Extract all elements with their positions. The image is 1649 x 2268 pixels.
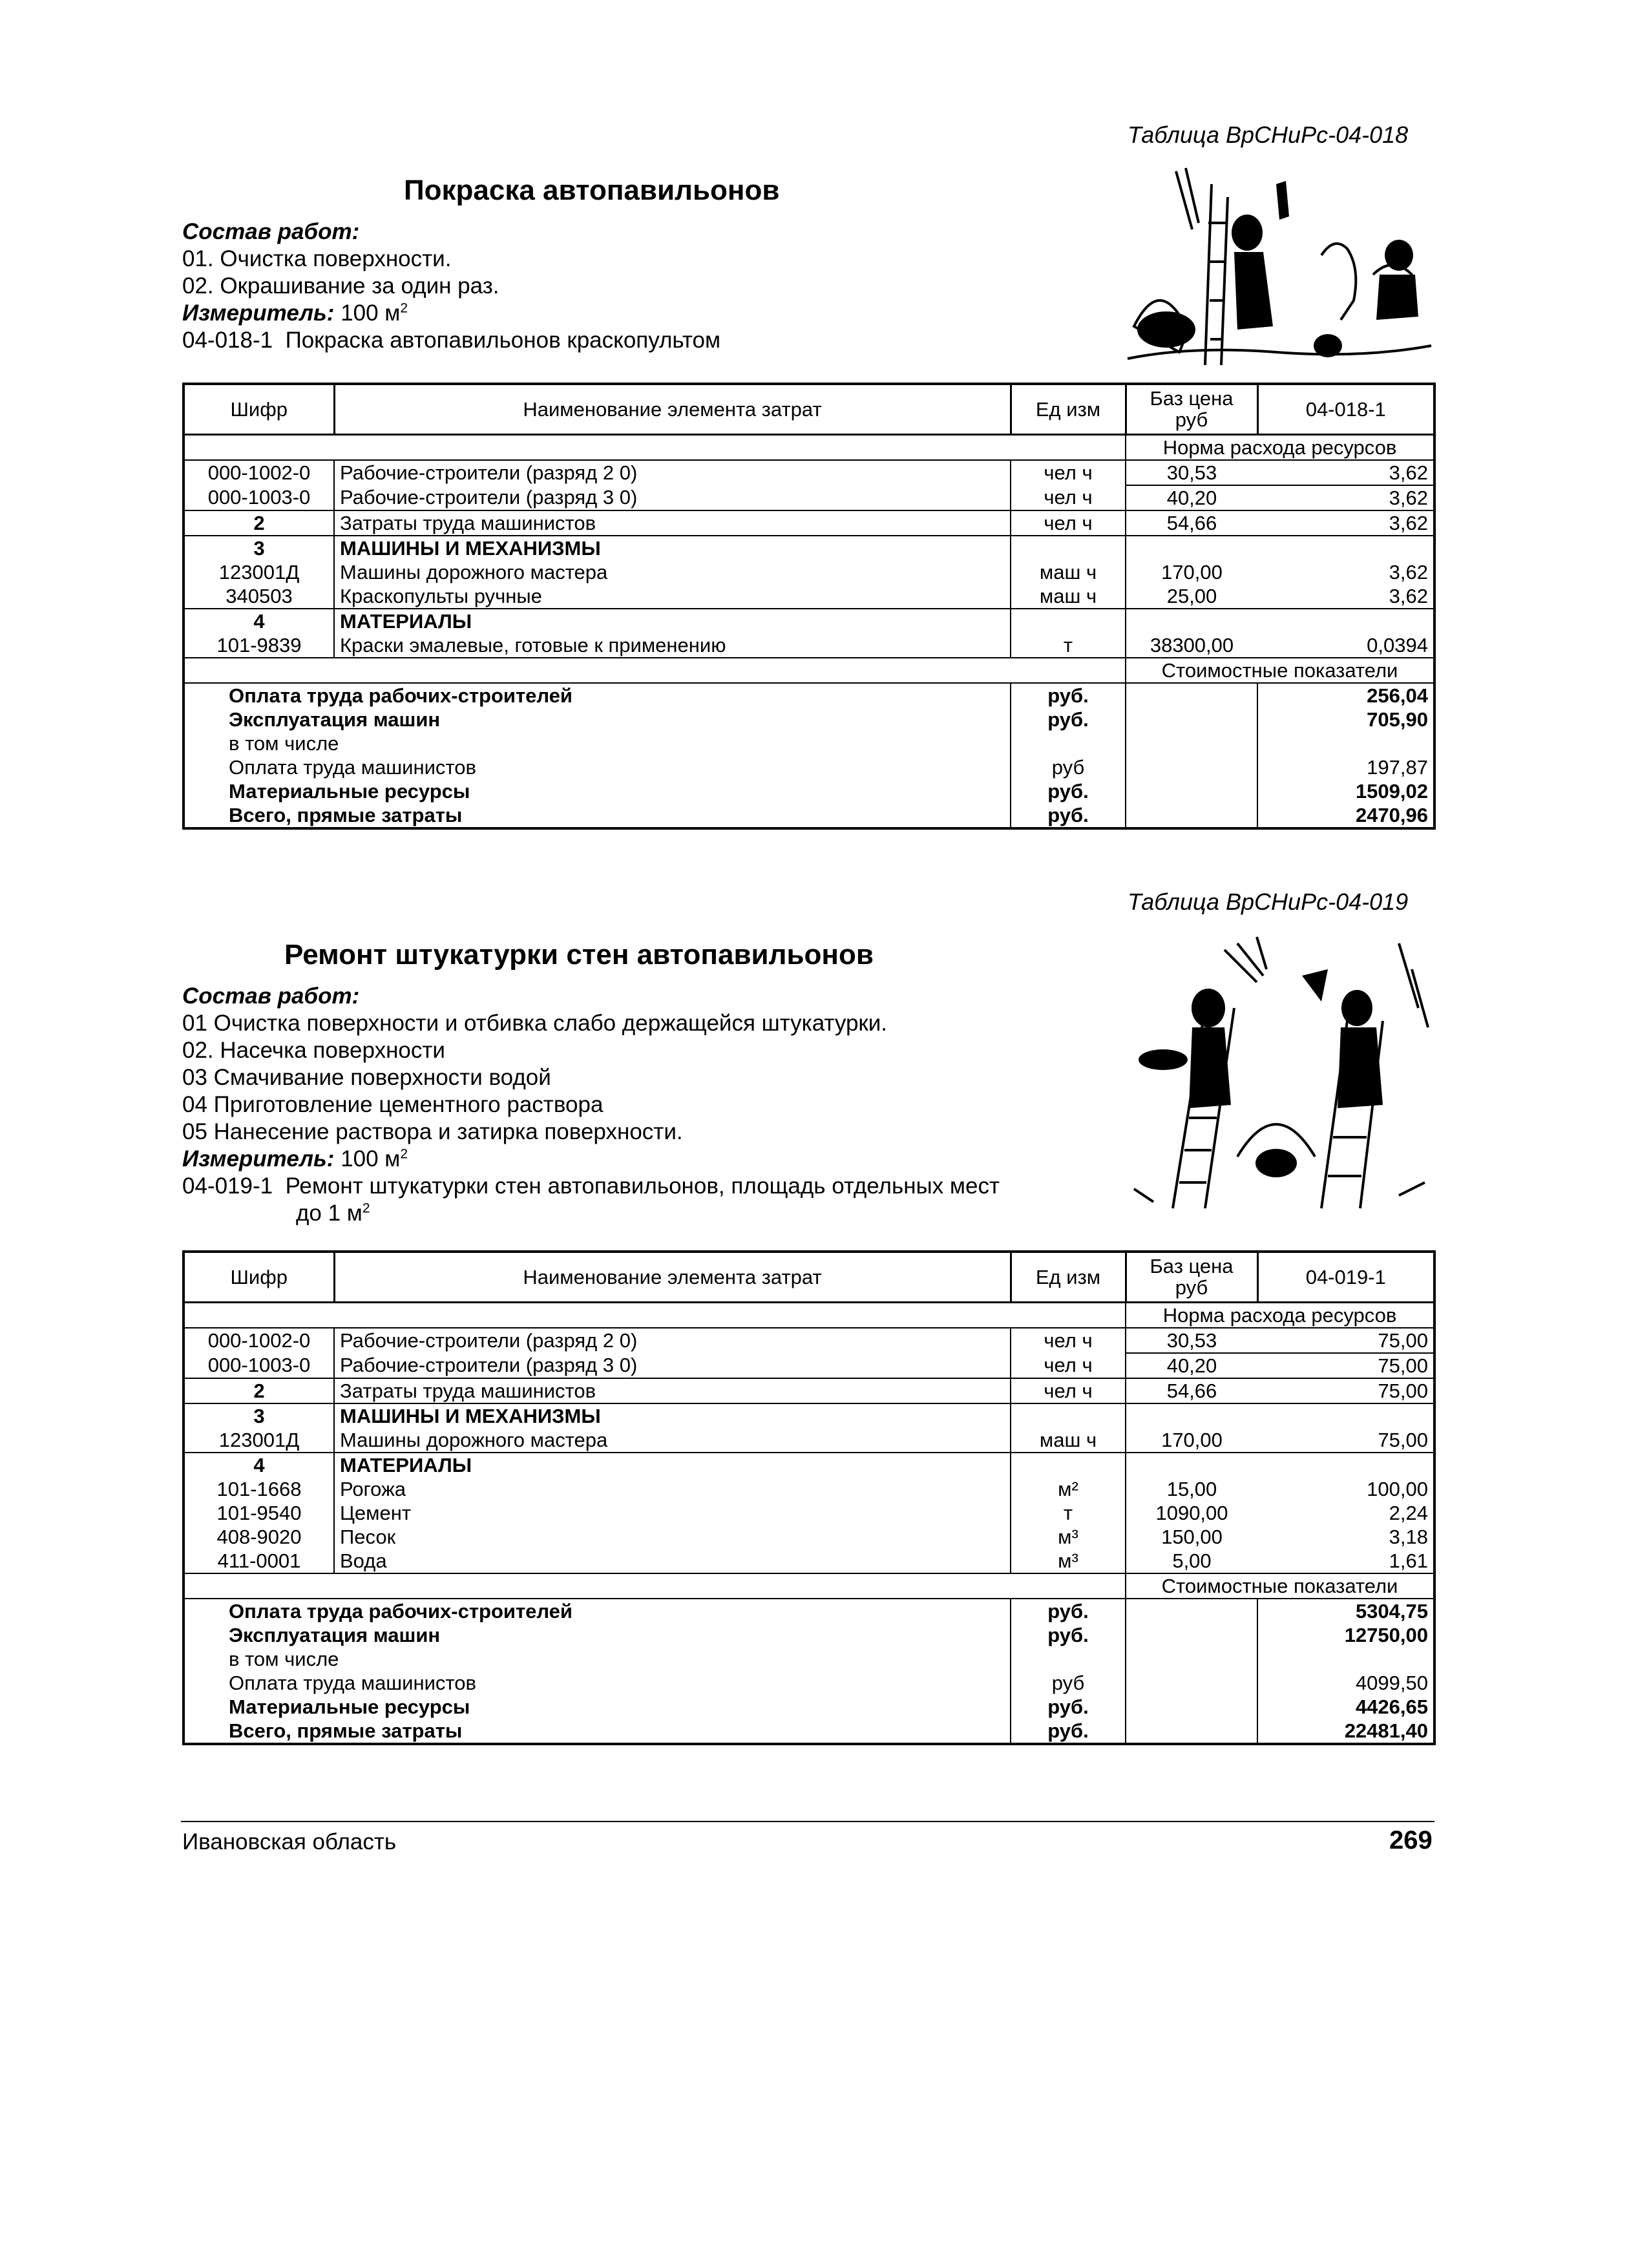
work-step: 03 Смачивание поверхности водой [182,1065,551,1090]
row-code: 340503 [184,584,334,609]
row-price: 170,00 [1126,1428,1257,1453]
work-step: 01 Очистка поверхности и отбивка слабо держащейся штукатурки. [182,1011,887,1036]
table-row [184,560,1434,584]
row-code: 411-0001 [217,1549,301,1572]
row-unit [1011,1403,1126,1428]
cost-unit: руб [1011,1671,1126,1695]
row-price [1126,609,1257,633]
header-unit: Ед изм [1011,1252,1126,1302]
row-name: Машины дорожного мастера [334,560,1011,584]
row-unit: чел ч [1011,1328,1126,1353]
table-row [184,1453,1434,1477]
row-unit: т [1011,633,1126,658]
cost-value: 197,87 [1257,755,1434,779]
cost-name: Оплата труда рабочих-строителей [229,684,572,707]
painters-illustration [1115,158,1438,372]
cost-label: Стоимостные показатели [1126,658,1434,683]
table-ref: Таблица ВрСНиРс-04-019 [1128,888,1409,915]
table-row [184,1328,1434,1353]
row-value [1257,536,1434,560]
cost-unit: руб. [1011,1623,1126,1647]
table-row [184,609,1434,633]
row-code: 000-1003-0 [184,1353,334,1378]
row-unit: т [1011,1501,1126,1525]
row-price: 1090,00 [1126,1501,1257,1525]
cost-value [1257,1647,1434,1671]
item-name-2: до 1 м [296,1201,362,1226]
header-code: Шифр [184,384,334,434]
cost-row [184,803,1434,828]
cost-value: 12750,00 [1257,1623,1434,1647]
row-code: 3 [253,1404,265,1427]
row-name: МАТЕРИАЛЫ [334,1453,1011,1477]
table-row [184,510,1434,536]
page-number: 269 [1389,1826,1433,1854]
row-unit: чел ч [1011,1353,1126,1378]
row-code: 101-9540 [216,1501,302,1524]
work-step: 01. Очистка поверхности. [182,246,452,271]
row-value: 1,61 [1389,1549,1428,1572]
row-price: 40,20 [1126,1353,1257,1378]
row-name: МАТЕРИАЛЫ [334,609,1011,633]
row-name: Цемент [334,1501,1011,1525]
cost-unit: руб. [1011,1599,1126,1623]
cost-value: 1509,02 [1257,779,1434,803]
cost-value: 256,04 [1257,683,1434,708]
row-code: 2 [184,1378,334,1403]
row-name: Краски эмалевые, готовые к применению [334,633,1011,658]
row-name: Рабочие-строители (разряд 3 0) [334,485,1011,510]
row-value: 3,62 [1257,584,1434,609]
header-price [1126,384,1257,434]
cost-row [184,1719,1434,1744]
row-unit: м³ [1011,1549,1126,1573]
header-unit: Ед изм [1011,384,1126,434]
row-unit: м³ [1011,1525,1126,1549]
row-unit: чел ч [1011,485,1126,510]
row-unit: чел ч [1011,460,1126,485]
cost-value: 4099,50 [1257,1671,1434,1695]
row-value: 75,00 [1257,1328,1434,1353]
table-row [184,1525,1434,1549]
row-value: 100,00 [1367,1477,1428,1500]
norm-label: Норма расхода ресурсов [1126,434,1434,460]
cost-value: 22481,40 [1257,1719,1434,1744]
cost-value: 705,90 [1257,708,1434,731]
cost-value [1257,731,1434,755]
cost-row [184,1671,1434,1695]
header-price-line2: руб [1175,1276,1208,1299]
section-title: Ремонт штукатурки стен автопавильонов [284,939,874,971]
row-price: 30,53 [1126,1328,1257,1353]
section-title: Покраска автопавильонов [404,174,780,206]
item-line [182,327,720,354]
row-value: 75,00 [1257,1428,1434,1453]
row-price [1126,1453,1257,1477]
footer-region: Ивановская область [182,1829,397,1854]
cost-row [184,1623,1434,1647]
row-value: 3,62 [1257,460,1434,485]
table-row [184,584,1434,609]
norm-section-row [184,1302,1434,1328]
cost-row [184,779,1434,803]
cost-unit: руб. [1011,803,1126,828]
work-composition-label: Состав работ: [182,983,360,1009]
row-name: Рабочие-строители (разряд 2 0) [334,1328,1011,1353]
item-name: Ремонт штукатурки стен автопавильонов, площадь отдельных мест [285,1173,1000,1199]
norm-label: Норма расхода ресурсов [1126,1302,1434,1328]
header-code: Шифр [184,1252,334,1302]
row-unit: маш ч [1011,584,1126,609]
item-line [182,1173,1000,1200]
row-name: Машины дорожного мастера [334,1428,1011,1453]
item-code: 04-019-1 [182,1173,273,1199]
header-price [1126,1252,1257,1302]
row-code: 123001Д [218,560,300,583]
cost-unit: руб. [1011,779,1126,803]
measure-label: Измеритель: [182,1146,335,1171]
work-step: 04 Приготовление цементного раствора [182,1092,604,1117]
cost-name: Эксплуатация машин [229,1623,441,1646]
row-price [1126,1403,1257,1428]
header-price-line2: руб [1175,408,1208,432]
cost-unit: руб. [1011,683,1126,708]
row-value: 3,62 [1257,485,1434,510]
cost-unit [1011,731,1126,755]
row-code: 408-9020 [216,1525,302,1548]
table-row [184,1477,1434,1501]
cost-name: Всего, прямые затраты [229,803,463,826]
table-row [184,1549,1434,1573]
header-item-code: 04-019-1 [1257,1252,1434,1302]
cost-unit: руб. [1011,1719,1126,1744]
row-unit: маш ч [1011,560,1126,584]
measure-sup: 2 [400,1146,408,1162]
cost-row [184,1695,1434,1719]
cost-value: 2470,96 [1257,803,1434,828]
cost-row [184,708,1434,731]
row-price: 150,00 [1126,1525,1257,1549]
row-price [1126,536,1257,560]
row-unit: чел ч [1011,1378,1126,1403]
row-name: Песок [334,1525,1011,1549]
table-header-row [184,384,1434,434]
row-unit: чел ч [1011,510,1126,536]
cost-name: Оплата труда рабочих-строителей [229,1599,572,1622]
row-unit [1011,1453,1126,1477]
cost-value: 5304,75 [1257,1599,1434,1623]
row-value [1257,1453,1434,1477]
row-code: 123001Д [184,1428,334,1453]
measure-line [182,1146,408,1173]
header-price-line1: Баз цена [1150,1255,1234,1278]
cost-section-row [184,658,1434,683]
row-code: 3 [253,536,265,560]
row-code: 000-1003-0 [184,485,334,510]
cost-row [184,683,1434,708]
row-value [1257,1403,1434,1428]
plasterers-illustration [1128,930,1431,1215]
cost-name: Материальные ресурсы [229,779,470,803]
row-name: Затраты труда машинистов [334,510,1011,536]
row-price: 38300,00 [1126,633,1257,658]
row-value: 3,62 [1389,560,1428,583]
table-row [184,485,1434,510]
cost-row [184,1647,1434,1671]
cost-unit: руб. [1011,708,1126,731]
table-row [184,1353,1434,1378]
row-name: Затраты труда машинистов [334,1378,1011,1403]
cost-unit [1011,1647,1126,1671]
cost-section-row [184,1573,1434,1599]
table-row [184,460,1434,485]
work-step: 02. Окрашивание за один раз. [182,273,499,299]
row-unit: м² [1011,1477,1126,1501]
row-value: 0,0394 [1367,633,1428,656]
row-name: Рогожа [334,1477,1011,1501]
cost-name: Оплата труда машинистов [229,755,476,779]
cost-name: Эксплуатация машин [229,708,441,731]
row-name: Рабочие-строители (разряд 2 0) [334,460,1011,485]
row-price: 15,00 [1126,1477,1257,1501]
row-code: 101-9839 [216,633,302,656]
table-row [184,1378,1434,1403]
table-row [184,1428,1434,1453]
table-row [184,1501,1434,1525]
row-name: Вода [334,1549,1011,1573]
work-step: 02. Насечка поверхности [182,1038,445,1063]
row-code: 4 [253,609,265,633]
header-name: Наименование элемента затрат [334,1252,1011,1302]
table-header-row [184,1252,1434,1302]
norm-section-row [184,434,1434,460]
work-composition-label: Состав работ: [182,219,360,244]
table-row [184,536,1434,560]
row-price: 54,66 [1126,510,1257,536]
work-step: 05 Нанесение раствора и затирка поверхности. [182,1119,683,1144]
item-sup: 2 [362,1201,370,1216]
footer-rule [181,1821,1434,1822]
cost-unit: руб [1011,755,1126,779]
cost-name: в том числе [229,731,339,755]
row-value: 2,24 [1389,1501,1428,1524]
measure-label: Измеритель: [182,300,335,326]
row-price: 30,53 [1126,460,1257,485]
row-price: 5,00 [1126,1549,1257,1573]
row-name: Рабочие-строители (разряд 3 0) [334,1353,1011,1378]
row-price: 40,20 [1126,485,1257,510]
cost-unit: руб. [1011,1695,1126,1719]
item-code: 04-018-1 [182,328,273,353]
cost-table [182,383,1436,830]
row-code: 4 [253,1453,265,1476]
row-code: 000-1002-0 [207,461,311,484]
measure-line [182,300,408,327]
row-code: 000-1002-0 [207,1329,311,1352]
row-price: 25,00 [1126,584,1257,609]
item-line-continued [296,1200,370,1227]
row-value: 75,00 [1257,1353,1434,1378]
row-unit: маш ч [1011,1428,1126,1453]
table-ref: Таблица ВрСНиРс-04-018 [1128,121,1409,148]
table-row [184,1403,1434,1428]
row-unit [1011,536,1126,560]
row-name: Краскопульты ручные [334,584,1011,609]
row-unit [1011,609,1126,633]
row-name: МАШИНЫ И МЕХАНИЗМЫ [334,1403,1011,1428]
cost-value: 4426,65 [1257,1695,1434,1719]
header-price-line1: Баз цена [1150,387,1234,410]
table-row [184,633,1434,658]
row-value: 3,18 [1389,1525,1428,1548]
measure-value: 100 м [341,300,401,326]
item-name: Покраска автопавильонов краскопультом [285,328,721,353]
cost-name: Оплата труда машинистов [229,1671,476,1694]
row-name: МАШИНЫ И МЕХАНИЗМЫ [334,536,1011,560]
row-value: 75,00 [1257,1378,1434,1403]
row-price: 170,00 [1126,560,1257,584]
row-value [1257,609,1434,633]
row-value: 3,62 [1257,510,1434,536]
row-code: 101-1668 [216,1477,302,1500]
header-item-code: 04-018-1 [1257,384,1434,434]
measure-sup: 2 [400,300,408,316]
header-name: Наименование элемента затрат [334,384,1011,434]
cost-table [182,1250,1436,1745]
cost-label: Стоимостные показатели [1126,1573,1434,1599]
cost-name: Материальные ресурсы [229,1695,470,1718]
cost-row [184,755,1434,779]
row-price: 54,66 [1126,1378,1257,1403]
cost-name: в том числе [229,1647,339,1670]
row-code: 2 [184,510,334,536]
cost-row [184,731,1434,755]
cost-row [184,1599,1434,1623]
cost-name: Всего, прямые затраты [229,1719,463,1742]
measure-value: 100 м [341,1146,401,1171]
